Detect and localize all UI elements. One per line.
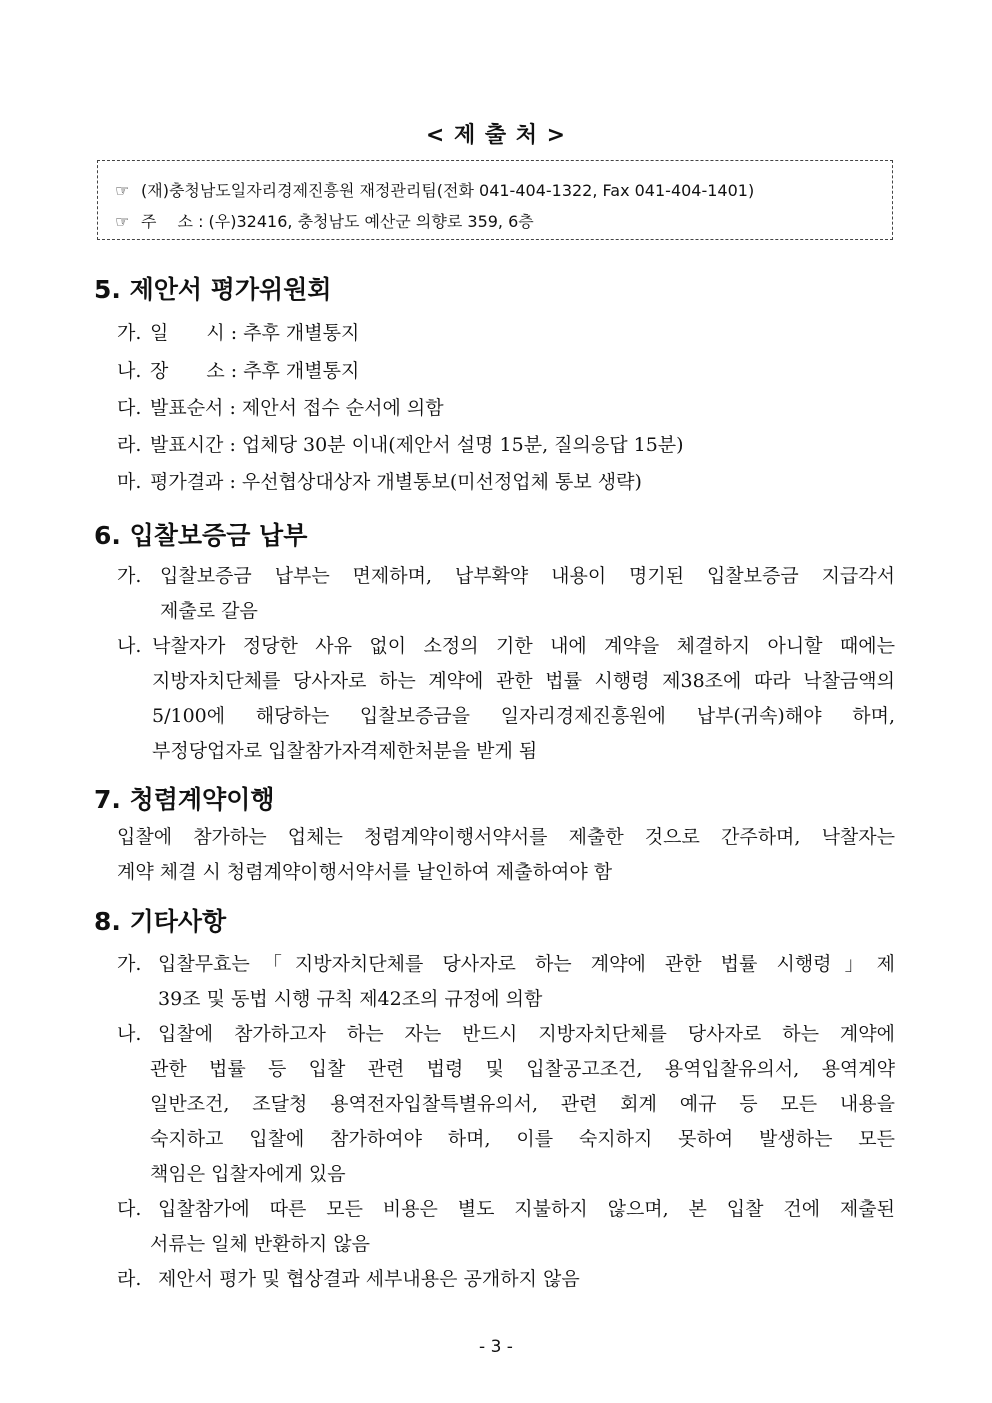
section-title-integrity-contract: 7. 청렴계약이행 [94,785,275,814]
list-marker: 나. [117,635,142,657]
list-item-line: 제출로 갈음 [160,600,258,622]
list-item-line: 일반조건, 조달청 용역전자입찰특별유의서, 관련 회계 예규 등 모든 내용을 [150,1093,895,1115]
list-item-line: 관한 법률 등 입찰 관련 법령 및 입찰공고조건, 용역입찰유의서, 용역계약 [150,1058,895,1080]
list-item-line: 입찰무효는「지방자치단체를 당사자로 하는 계약에 관한 법률 시행령」제 [158,953,895,975]
paragraph-line: 입찰에 참가하는 업체는 청렴계약이행서약서를 제출한 것으로 간주하며, 낙찰자는 [117,826,895,848]
list-marker: 마. [117,471,142,493]
contact-line-department [115,178,754,201]
pointing-hand-icon: ☞ [115,181,130,200]
list-item: 발표시간 : 업체당 30분 이내(제안서 설명 15분, 질의응답 15분) [150,434,684,456]
list-item-line: 부정당업자로 입찰참가자격제한처분을 받게 됨 [152,740,538,762]
list-item-line: 지방자치단체를 당사자로 하는 계약에 관한 법률 시행령 제38조에 따라 낙찰금액의 [152,670,895,692]
list-marker: 가. [117,565,142,587]
contact-line-address [115,209,534,232]
section-title-bid-bond: 6. 입찰보증금 납부 [94,521,308,550]
list-marker: 다. [117,1198,142,1220]
list-marker: 가. [117,953,142,975]
list-item: 일 시 : 추후 개별통지 [150,322,360,344]
contact-address-text: 주 소 : (우)32416, 충청남도 예산군 의향로 359, 6층 [141,212,534,231]
list-item-line: 책임은 입찰자에게 있음 [150,1163,346,1185]
section-title-other-matters: 8. 기타사항 [94,907,227,936]
list-marker: 나. [117,1023,142,1045]
list-item-line: 낙찰자가 정당한 사유 없이 소정의 기한 내에 계약을 체결하지 아니할 때에는 [152,635,895,657]
list-marker: 가. [117,322,142,344]
list-item-line: 39조 및 동법 시행 규칙 제42조의 규정에 의함 [158,988,543,1010]
list-item: 평가결과 : 우선협상대상자 개별통보(미선정업체 통보 생략) [150,471,642,493]
submission-heading: < 제 출 처 > [425,123,567,148]
list-item: 발표순서 : 제안서 접수 순서에 의함 [150,397,444,419]
list-item-line: 5/100에 해당하는 입찰보증금을 일자리경제진흥원에 납부(귀속)해야 하며, [152,705,895,727]
list-marker: 다. [117,397,142,419]
submission-contact-box [97,160,893,240]
list-marker: 라. [117,1268,142,1290]
list-item: 장 소 : 추후 개별통지 [150,360,360,382]
list-marker: 라. [117,434,142,456]
list-item-line: 서류는 일체 반환하지 않음 [150,1233,371,1255]
list-item-line: 입찰보증금 납부는 면제하며, 납부확약 내용이 명기된 입찰보증금 지급각서 [160,565,895,587]
list-item-line: 숙지하고 입찰에 참가하여야 하며, 이를 숙지하지 못하여 발생하는 모든 [150,1128,895,1150]
list-item-line: 제안서 평가 및 협상결과 세부내용은 공개하지 않음 [158,1268,580,1290]
list-marker: 나. [117,360,142,382]
list-item-line: 입찰참가에 따른 모든 비용은 별도 지불하지 않으며, 본 입찰 건에 제출된 [158,1198,895,1220]
page-number: - 3 - [479,1337,513,1357]
contact-department-text: (재)충청남도일자리경제진흥원 재정관리팀(전화 041-404-1322, Fax 041-404-1401) [141,181,755,200]
section-title-evaluation-committee: 5. 제안서 평가위원회 [94,275,332,304]
pointing-hand-icon: ☞ [115,212,130,231]
paragraph-line: 계약 체결 시 청렴계약이행서약서를 날인하여 제출하여야 함 [117,861,613,883]
list-item-line: 입찰에 참가하고자 하는 자는 반드시 지방자치단체를 당사자로 하는 계약에 [158,1023,895,1045]
